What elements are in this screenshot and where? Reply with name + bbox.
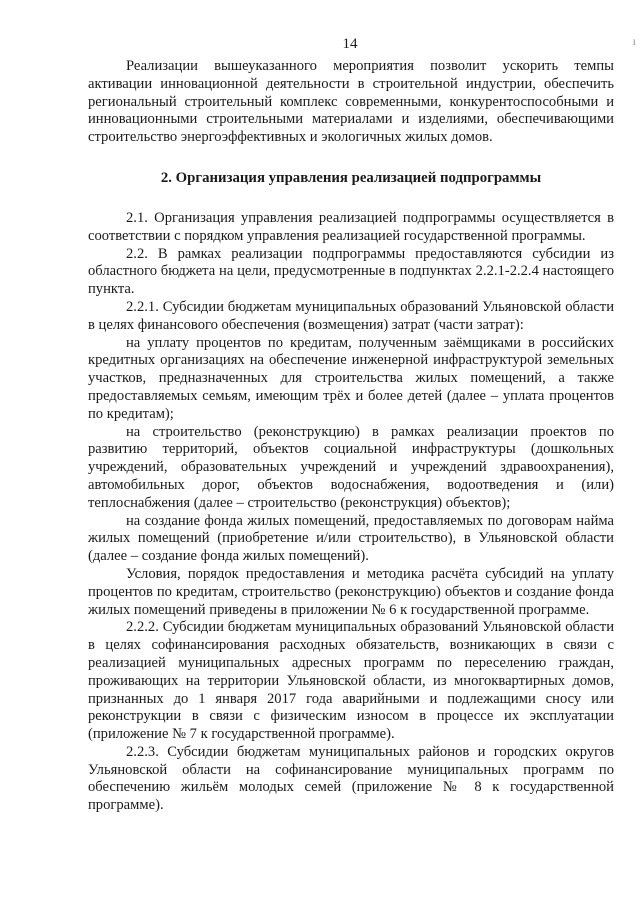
paragraph-construction: на строительство (реконструкцию) в рамках реализации проектов по развитию территорий, объектов социальной инфраструктуры (дошкольных учреждений, образовательных учреждений и учреждений здравоохранения), автомобильных дорог, объектов водоснабжения, водоотведения и (или) теплоснабжения (далее – строительство (реконструкция) объектов); bbox=[88, 423, 614, 511]
paragraph-conditions: Условия, порядок предоставления и методика расчёта субсидий на уплату процентов по кредитам, строительство (реконструкцию) объектов и создание фонда жилых помещений приведены в приложении № 6 к государственной программе. bbox=[88, 565, 614, 618]
paragraph-2-2-3: 2.2.3. Субсидии бюджетам муниципальных районов и городских округов Ульяновской области на софинансирование муниципальных программ по обеспечению жильём молодых семей (приложение № 8 к государственной программе). bbox=[88, 743, 614, 814]
paragraph-2-1: 2.1. Организация управления реализацией подпрограммы осуществляется в соответствии с порядком управления реализацией государственной программы. bbox=[88, 209, 614, 244]
document-body bbox=[88, 58, 614, 815]
intro-paragraph: Реализации вышеуказанного мероприятия позволит ускорить темпы активации инновационной деятельности в строительной индустрии, обеспечить региональный строительный комплекс современными, конкурентоспособными и инновационными строительными материалами и изделиями, обеспечивающими строительство энергоэффективных и экологичных жилых домов. bbox=[88, 58, 614, 146]
paragraph-housing-fund: на создание фонда жилых помещений, предоставляемых по договорам найма жилых помещений (приобретение и/или строительство), в Ульяновской области (далее – создание фонда жилых помещений). bbox=[88, 512, 614, 565]
paragraph-2-2: 2.2. В рамках реализации подпрограммы предоставляются субсидии из областного бюджета на цели, предусмотренные в подпунктах 2.2.1-2.2.4 настоящего пункта. bbox=[88, 245, 614, 298]
page-number: 14 bbox=[342, 36, 358, 52]
paragraph-2-2-1: 2.2.1. Субсидии бюджетам муниципальных образований Ульяновской области в целях финансового обеспечения (возмещения) затрат (части затрат): bbox=[88, 298, 614, 333]
paragraph-2-2-2: 2.2.2. Субсидии бюджетам муниципальных образований Ульяновской области в целях софинансирования расходных обязательств, возникающих в связи с реализацией муниципальных адресных программ по переселению граждан, проживающих на территории Ульяновской области, из многоквартирных домов, признанных до 1 января 2017 года аварийными и подлежащими сносу или реконструкции в связи с физическим износом в процессе их эксплуатации (приложение № 7 к государственной программе). bbox=[88, 619, 614, 743]
paragraph-interest-payment: на уплату процентов по кредитам, полученным заёмщиками в российских кредитных организациях на обеспечение инженерной инфраструктурой земельных участков, предназначенных для строительства жилых помещений, а также предоставляемых семьям, имеющим трёх и более детей (далее – уплата процентов по кредитам); bbox=[88, 334, 614, 422]
scan-edge-mark: ı bbox=[632, 34, 636, 48]
section-heading: 2. Организация управления реализацией подпрограммы bbox=[160, 169, 542, 186]
